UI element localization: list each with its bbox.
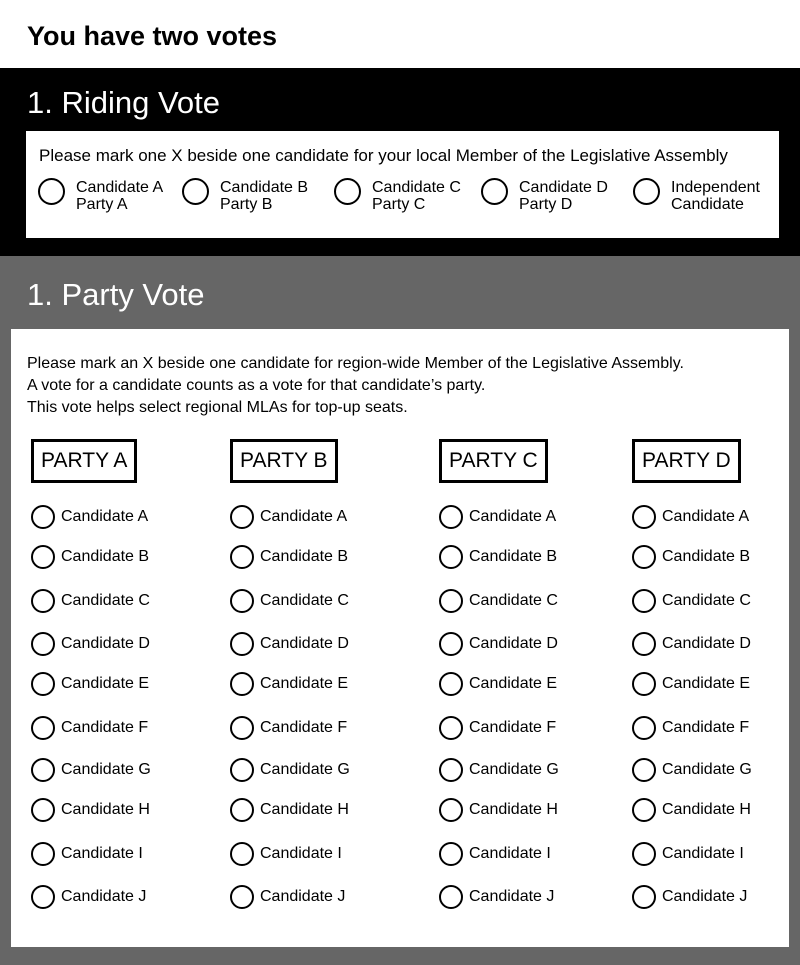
riding-candidate-name: Candidate B bbox=[220, 179, 309, 196]
radio-circle-icon[interactable] bbox=[31, 632, 55, 656]
riding-candidate-name: Candidate A bbox=[76, 179, 164, 196]
radio-circle-icon[interactable] bbox=[632, 885, 656, 909]
riding-candidate-name: Independent bbox=[671, 179, 760, 196]
radio-circle-icon[interactable] bbox=[182, 178, 209, 205]
candidate-name: Candidate G bbox=[260, 761, 350, 778]
radio-circle-icon[interactable] bbox=[230, 842, 254, 866]
candidate-name: Candidate C bbox=[469, 592, 558, 609]
riding-option-label bbox=[220, 179, 308, 213]
party-ballot-panel bbox=[11, 329, 789, 947]
party-name-box: PARTY D bbox=[632, 439, 741, 483]
candidate-name: Candidate J bbox=[662, 888, 748, 905]
riding-candidate-party: Party A bbox=[76, 196, 128, 213]
party-instruction-line: Please mark an X beside one candidate for region-wide Member of the Legislative Assembly. bbox=[27, 355, 684, 372]
radio-circle-icon[interactable] bbox=[439, 758, 463, 782]
riding-candidate-party: Party C bbox=[372, 196, 426, 213]
radio-circle-icon[interactable] bbox=[632, 505, 656, 529]
radio-circle-icon[interactable] bbox=[31, 672, 55, 696]
riding-option-label bbox=[372, 179, 461, 213]
candidate-name: Candidate A bbox=[469, 508, 557, 525]
radio-circle-icon[interactable] bbox=[31, 589, 55, 613]
candidate-name: Candidate F bbox=[662, 719, 750, 736]
radio-circle-icon[interactable] bbox=[632, 798, 656, 822]
radio-circle-icon[interactable] bbox=[439, 589, 463, 613]
candidate-name: Candidate F bbox=[469, 719, 557, 736]
candidate-name: Candidate E bbox=[469, 675, 558, 692]
radio-circle-icon[interactable] bbox=[38, 178, 65, 205]
radio-circle-icon[interactable] bbox=[439, 632, 463, 656]
candidate-name: Candidate B bbox=[662, 548, 751, 565]
radio-circle-icon[interactable] bbox=[31, 842, 55, 866]
radio-circle-icon[interactable] bbox=[439, 842, 463, 866]
riding-candidate-name: Candidate C bbox=[372, 179, 461, 196]
candidate-name: Candidate A bbox=[61, 508, 149, 525]
candidate-name: Candidate I bbox=[469, 845, 551, 862]
radio-circle-icon[interactable] bbox=[31, 716, 55, 740]
candidate-name: Candidate J bbox=[61, 888, 147, 905]
radio-circle-icon[interactable] bbox=[633, 178, 660, 205]
riding-candidate-party: Candidate bbox=[671, 196, 744, 213]
radio-circle-icon[interactable] bbox=[439, 716, 463, 740]
candidate-name: Candidate D bbox=[662, 635, 751, 652]
candidate-name: Candidate B bbox=[61, 548, 150, 565]
candidate-name: Candidate H bbox=[260, 801, 349, 818]
radio-circle-icon[interactable] bbox=[439, 798, 463, 822]
radio-circle-icon[interactable] bbox=[632, 842, 656, 866]
party-vote-section bbox=[0, 256, 800, 965]
page-title: You have two votes bbox=[27, 21, 278, 51]
candidate-name: Candidate B bbox=[469, 548, 558, 565]
radio-circle-icon[interactable] bbox=[632, 758, 656, 782]
candidate-name: Candidate D bbox=[61, 635, 150, 652]
candidate-name: Candidate E bbox=[61, 675, 150, 692]
candidate-name: Candidate C bbox=[662, 592, 751, 609]
radio-circle-icon[interactable] bbox=[439, 885, 463, 909]
candidate-name: Candidate E bbox=[260, 675, 349, 692]
riding-option-label bbox=[519, 179, 608, 213]
candidate-name: Candidate C bbox=[260, 592, 349, 609]
candidate-name: Candidate G bbox=[61, 761, 151, 778]
candidate-name: Candidate F bbox=[61, 719, 149, 736]
radio-circle-icon[interactable] bbox=[230, 885, 254, 909]
candidate-name: Candidate J bbox=[260, 888, 346, 905]
candidate-name: Candidate I bbox=[662, 845, 744, 862]
candidate-name: Candidate C bbox=[61, 592, 150, 609]
radio-circle-icon[interactable] bbox=[31, 758, 55, 782]
radio-circle-icon[interactable] bbox=[230, 672, 254, 696]
riding-candidate-name: Candidate D bbox=[519, 179, 608, 196]
candidate-name: Candidate D bbox=[260, 635, 349, 652]
radio-circle-icon[interactable] bbox=[481, 178, 508, 205]
radio-circle-icon[interactable] bbox=[439, 505, 463, 529]
radio-circle-icon[interactable] bbox=[230, 716, 254, 740]
radio-circle-icon[interactable] bbox=[632, 716, 656, 740]
party-instructions bbox=[27, 353, 684, 419]
candidate-name: Candidate I bbox=[260, 845, 342, 862]
candidate-name: Candidate F bbox=[260, 719, 348, 736]
riding-instruction: Please mark one X beside one candidate for your local Member of the Legislative Assembly bbox=[39, 146, 728, 165]
candidate-name: Candidate G bbox=[469, 761, 559, 778]
party-instruction-line: This vote helps select regional MLAs for top-up seats. bbox=[27, 399, 408, 416]
radio-circle-icon[interactable] bbox=[31, 545, 55, 569]
candidate-name: Candidate J bbox=[469, 888, 555, 905]
riding-option-label bbox=[76, 179, 163, 213]
party-vote-heading: 1. Party Vote bbox=[27, 277, 205, 312]
radio-circle-icon[interactable] bbox=[230, 589, 254, 613]
radio-circle-icon[interactable] bbox=[632, 545, 656, 569]
party-instruction-line: A vote for a candidate counts as a vote for that candidate’s party. bbox=[27, 377, 486, 394]
riding-candidate-party: Party D bbox=[519, 196, 573, 213]
radio-circle-icon[interactable] bbox=[632, 632, 656, 656]
party-name-box: PARTY C bbox=[439, 439, 548, 483]
candidate-name: Candidate G bbox=[662, 761, 752, 778]
riding-candidate-party: Party B bbox=[220, 196, 273, 213]
candidate-name: Candidate H bbox=[662, 801, 751, 818]
radio-circle-icon[interactable] bbox=[632, 589, 656, 613]
radio-circle-icon[interactable] bbox=[334, 178, 361, 205]
radio-circle-icon[interactable] bbox=[31, 505, 55, 529]
candidate-name: Candidate B bbox=[260, 548, 349, 565]
radio-circle-icon[interactable] bbox=[439, 672, 463, 696]
radio-circle-icon[interactable] bbox=[632, 672, 656, 696]
candidate-name: Candidate H bbox=[61, 801, 150, 818]
candidate-name: Candidate A bbox=[662, 508, 750, 525]
radio-circle-icon[interactable] bbox=[31, 798, 55, 822]
radio-circle-icon[interactable] bbox=[230, 798, 254, 822]
radio-circle-icon[interactable] bbox=[230, 545, 254, 569]
candidate-name: Candidate A bbox=[260, 508, 348, 525]
radio-circle-icon[interactable] bbox=[230, 632, 254, 656]
candidate-name: Candidate E bbox=[662, 675, 751, 692]
radio-circle-icon[interactable] bbox=[439, 545, 463, 569]
party-name-box: PARTY B bbox=[230, 439, 338, 483]
radio-circle-icon[interactable] bbox=[230, 758, 254, 782]
riding-ballot-panel bbox=[26, 131, 779, 238]
candidate-name: Candidate I bbox=[61, 845, 143, 862]
candidate-name: Candidate D bbox=[469, 635, 558, 652]
riding-vote-heading: 1. Riding Vote bbox=[27, 85, 221, 120]
candidate-name: Candidate H bbox=[469, 801, 558, 818]
riding-vote-section bbox=[0, 68, 800, 256]
party-name-box: PARTY A bbox=[31, 439, 137, 483]
radio-circle-icon[interactable] bbox=[230, 505, 254, 529]
riding-option-label bbox=[671, 179, 760, 213]
radio-circle-icon[interactable] bbox=[31, 885, 55, 909]
